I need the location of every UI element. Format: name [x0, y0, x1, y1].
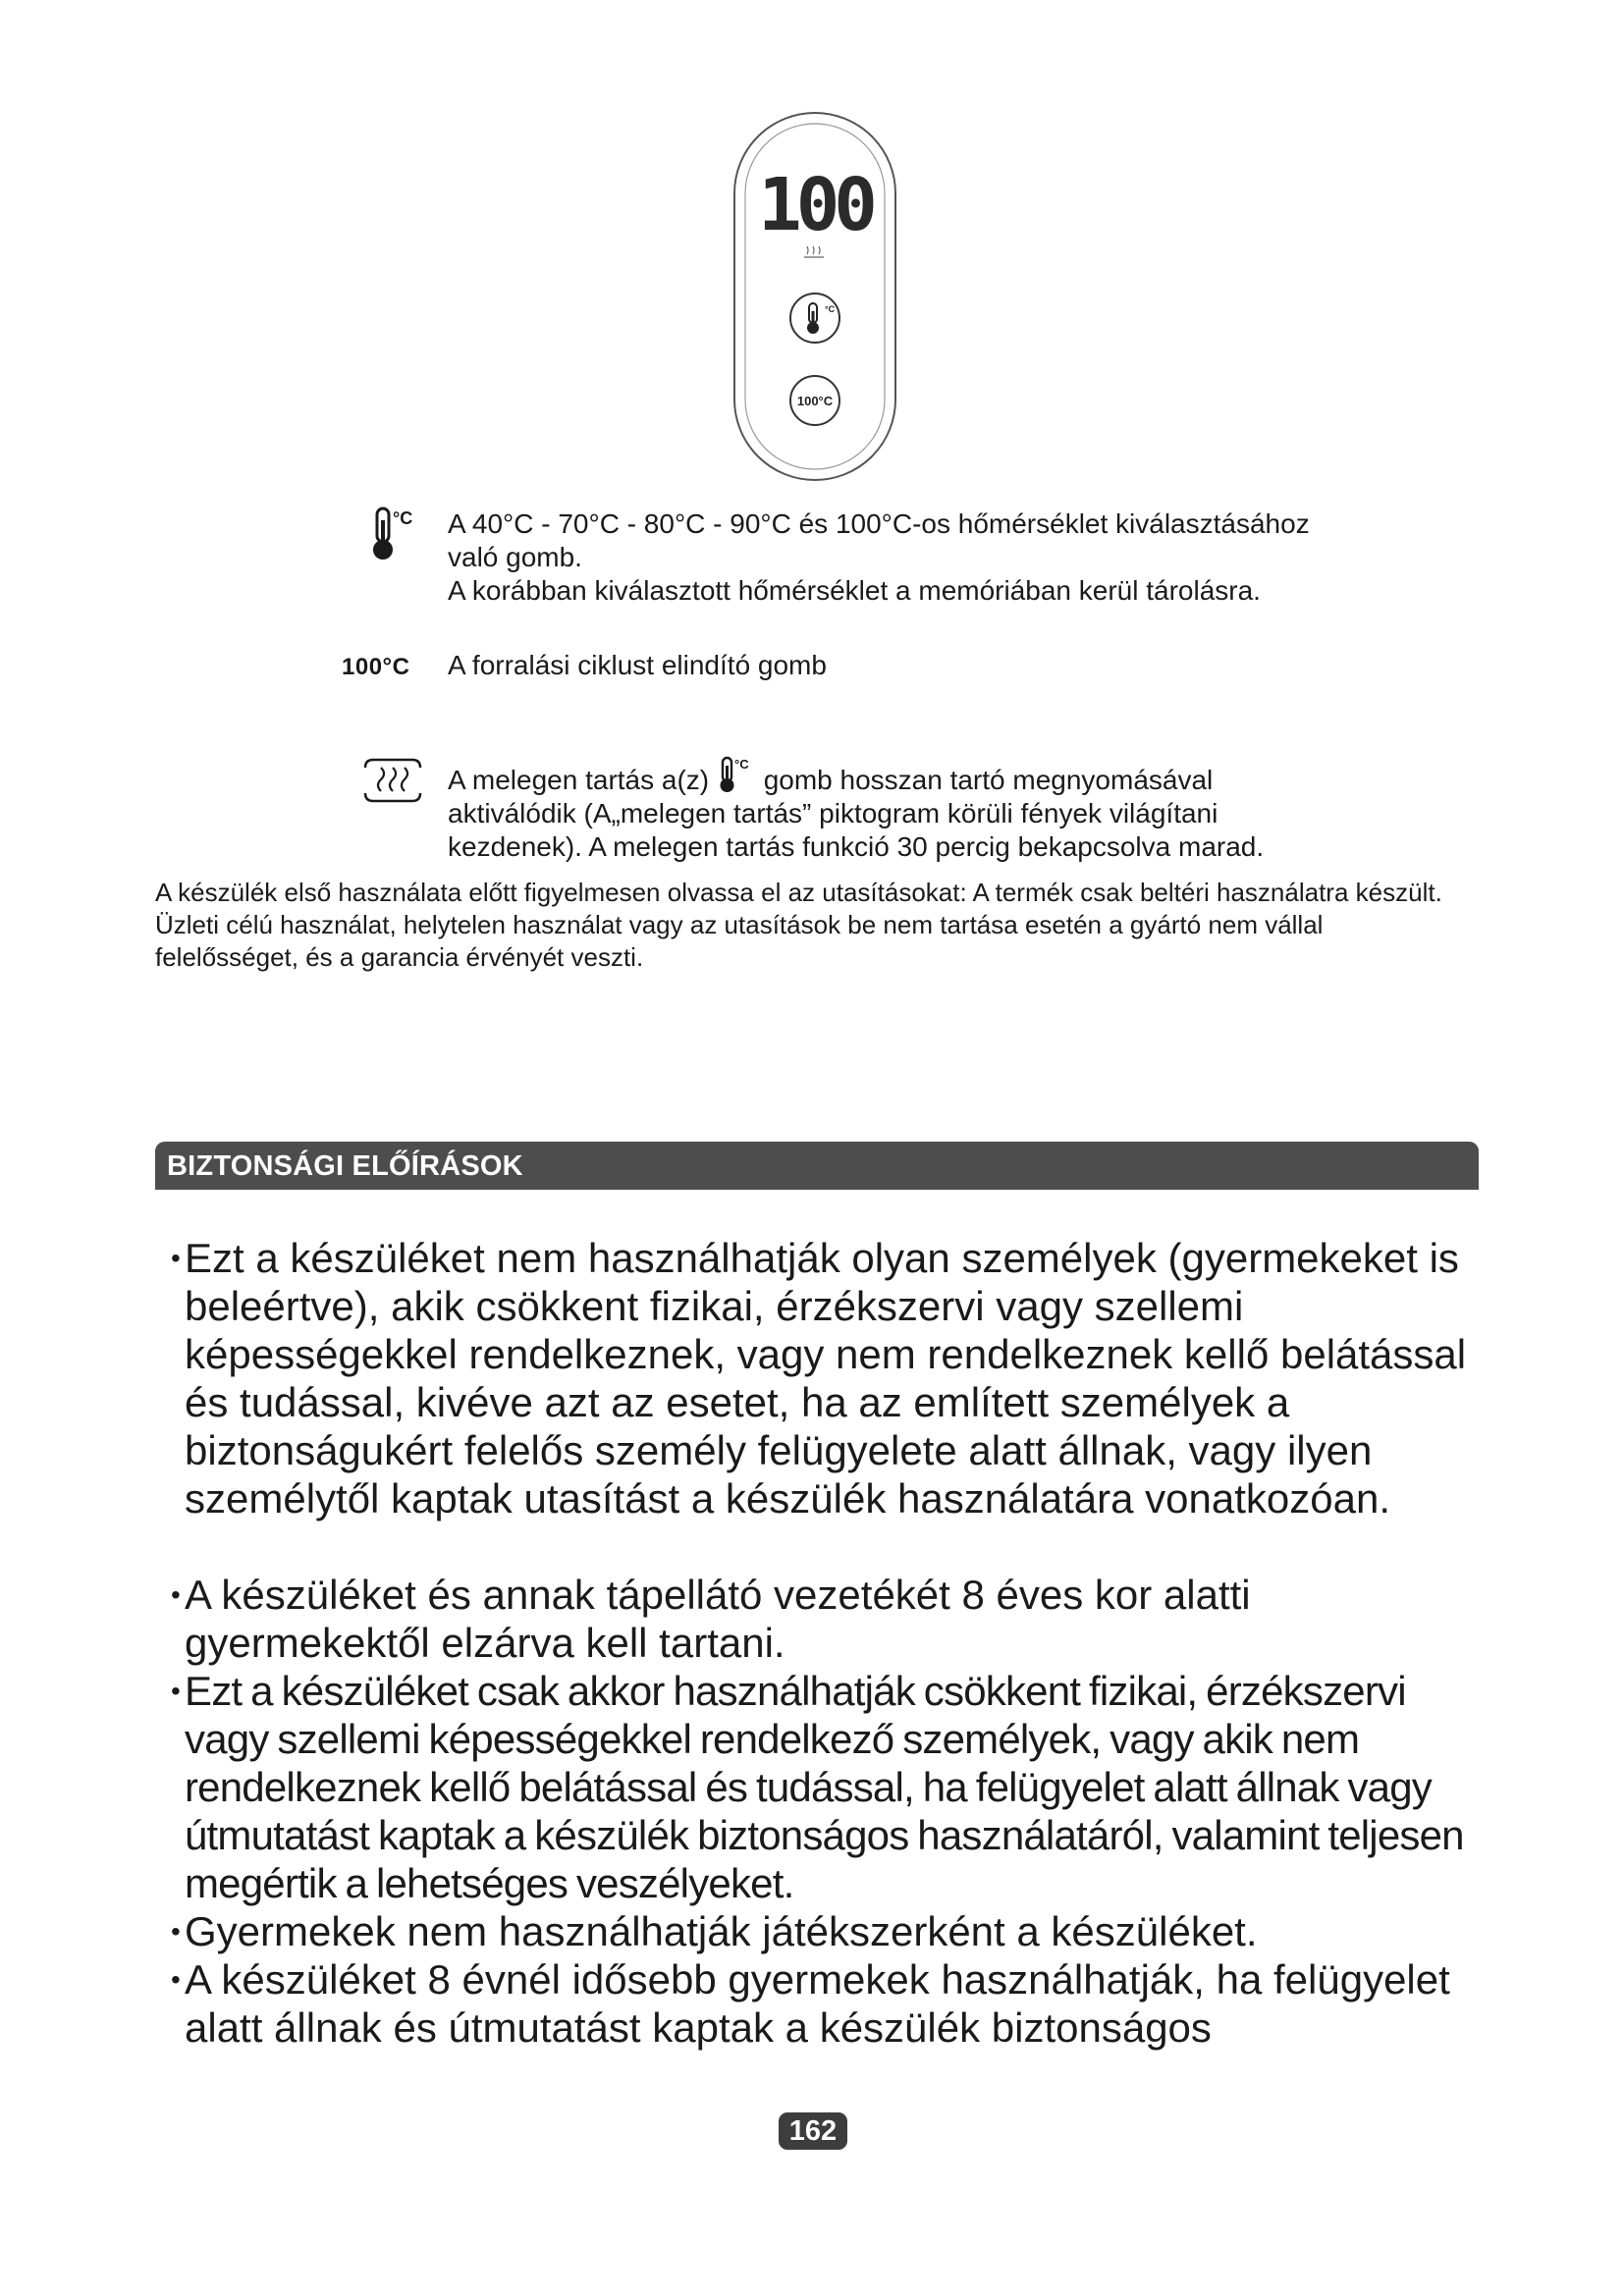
panel-display: 100 — [758, 163, 872, 247]
rule-item — [157, 1907, 1483, 1955]
keep-warm-text-before-icon: A melegen tartás a(z) — [448, 765, 710, 795]
keep-warm-line-2: aktiválódik (A„melegen tartás” piktogram körüli fények világítani — [448, 798, 1218, 828]
thermometer-icon-label: °C — [393, 508, 413, 528]
boil-legend-text: A forralási ciklust elindító gomb — [448, 650, 827, 680]
rule-item — [157, 1667, 1483, 1907]
boil-button-label: 100°C — [796, 394, 834, 408]
boil-button[interactable] — [790, 376, 839, 425]
thermometer-icon — [371, 505, 426, 563]
rule-item — [157, 1571, 1483, 1667]
temperature-legend-line: A 40°C - 70°C - 80°C - 90°C és 100°C-os hőmérséklet kiválasztásához — [448, 508, 1310, 539]
temperature-legend-line: A korábban kiválasztott hőmérséklet a memóriában kerül tárolásra. — [448, 575, 1261, 606]
thermometer-icon — [719, 756, 754, 793]
keep-warm-text-after-icon: gomb hosszan tartó megnyomásával — [763, 765, 1214, 795]
rule-text: A készüléket 8 évnél idősebb gyermekek használhatják, ha felügyelet alatt állnak és útmutatást kaptak a készülék biztonságos — [185, 1956, 1450, 2051]
temperature-button[interactable] — [790, 294, 839, 343]
keep-warm-line-3: kezdenek). A melegen tartás funkció 30 percig bekapcsolva marad. — [448, 831, 1265, 862]
section-header-fade — [1420, 1142, 1479, 1190]
inline-icon-label: °C — [733, 757, 749, 772]
bullet: • — [171, 1243, 181, 1273]
rule-item — [157, 1955, 1483, 2052]
boil-icon-label: 100°C — [342, 654, 410, 680]
section-title: BIZTONSÁGI ELŐÍRÁSOK — [167, 1150, 523, 1182]
control-panel-illustration — [731, 110, 898, 483]
temperature-button-label: °C — [825, 304, 836, 314]
rule-item — [157, 1234, 1483, 1522]
rule-text: Ezt a készüléket csak akkor használhatják csökkent fizikai, érzékszervi vagy szellemi képességekkel rendelkező személyek, vagy akik nem rendelkeznek kellő belátással és tudással, ha felügyelet alatt állnak vagy útmutatást kaptak a készülék biztonságos használatáról, valamint teljesen megértik a lehetséges veszélyeket. — [185, 1668, 1464, 1906]
rule-text: Ezt a készüléket nem használhatják olyan személyek (gyermekeket is beleértve), akik csökkent fizikai, érzékszervi vagy szellemi képességekkel rendelkeznek, vagy nem rendelkeznek kellő belátással és tudással, kivéve azt az esetet, ha az említett személyek a biztonságukért felelős személy felügyelete alatt állnak, vagy ilyen személytől kaptak utasítást a készülék használatára vonatkozóan. — [185, 1235, 1467, 1522]
keep-warm-legend-text — [448, 756, 1479, 864]
bullet: • — [171, 1676, 181, 1706]
temperature-legend-text — [448, 507, 1469, 608]
bullet: • — [171, 1916, 181, 1947]
rule-text: Gyermekek nem használhatják játékszerként a készüléket. — [185, 1908, 1258, 1954]
intro-paragraph: A készülék első használata előtt figyelmesen olvassa el az utasításokat: A termék csak beltéri használatra készült. Üzleti célú használat, helytelen használat vagy az utasítások be nem tartása esetén a gyártó nem vállal felelősséget, és a garancia érvényét veszti. — [155, 878, 1442, 972]
bullet: • — [171, 1579, 181, 1610]
temperature-legend-line: való gomb. — [448, 542, 582, 572]
bullet: • — [171, 1964, 181, 1995]
rule-text: A készüléket és annak tápellátó vezetékét 8 éves kor alatti gyermekektől elzárva kell tartani. — [185, 1572, 1251, 1666]
page-number: 162 — [779, 2112, 847, 2150]
keep-warm-line-1 — [448, 756, 1479, 797]
keep-warm-icon — [359, 756, 426, 807]
section-header — [155, 1142, 1479, 1190]
